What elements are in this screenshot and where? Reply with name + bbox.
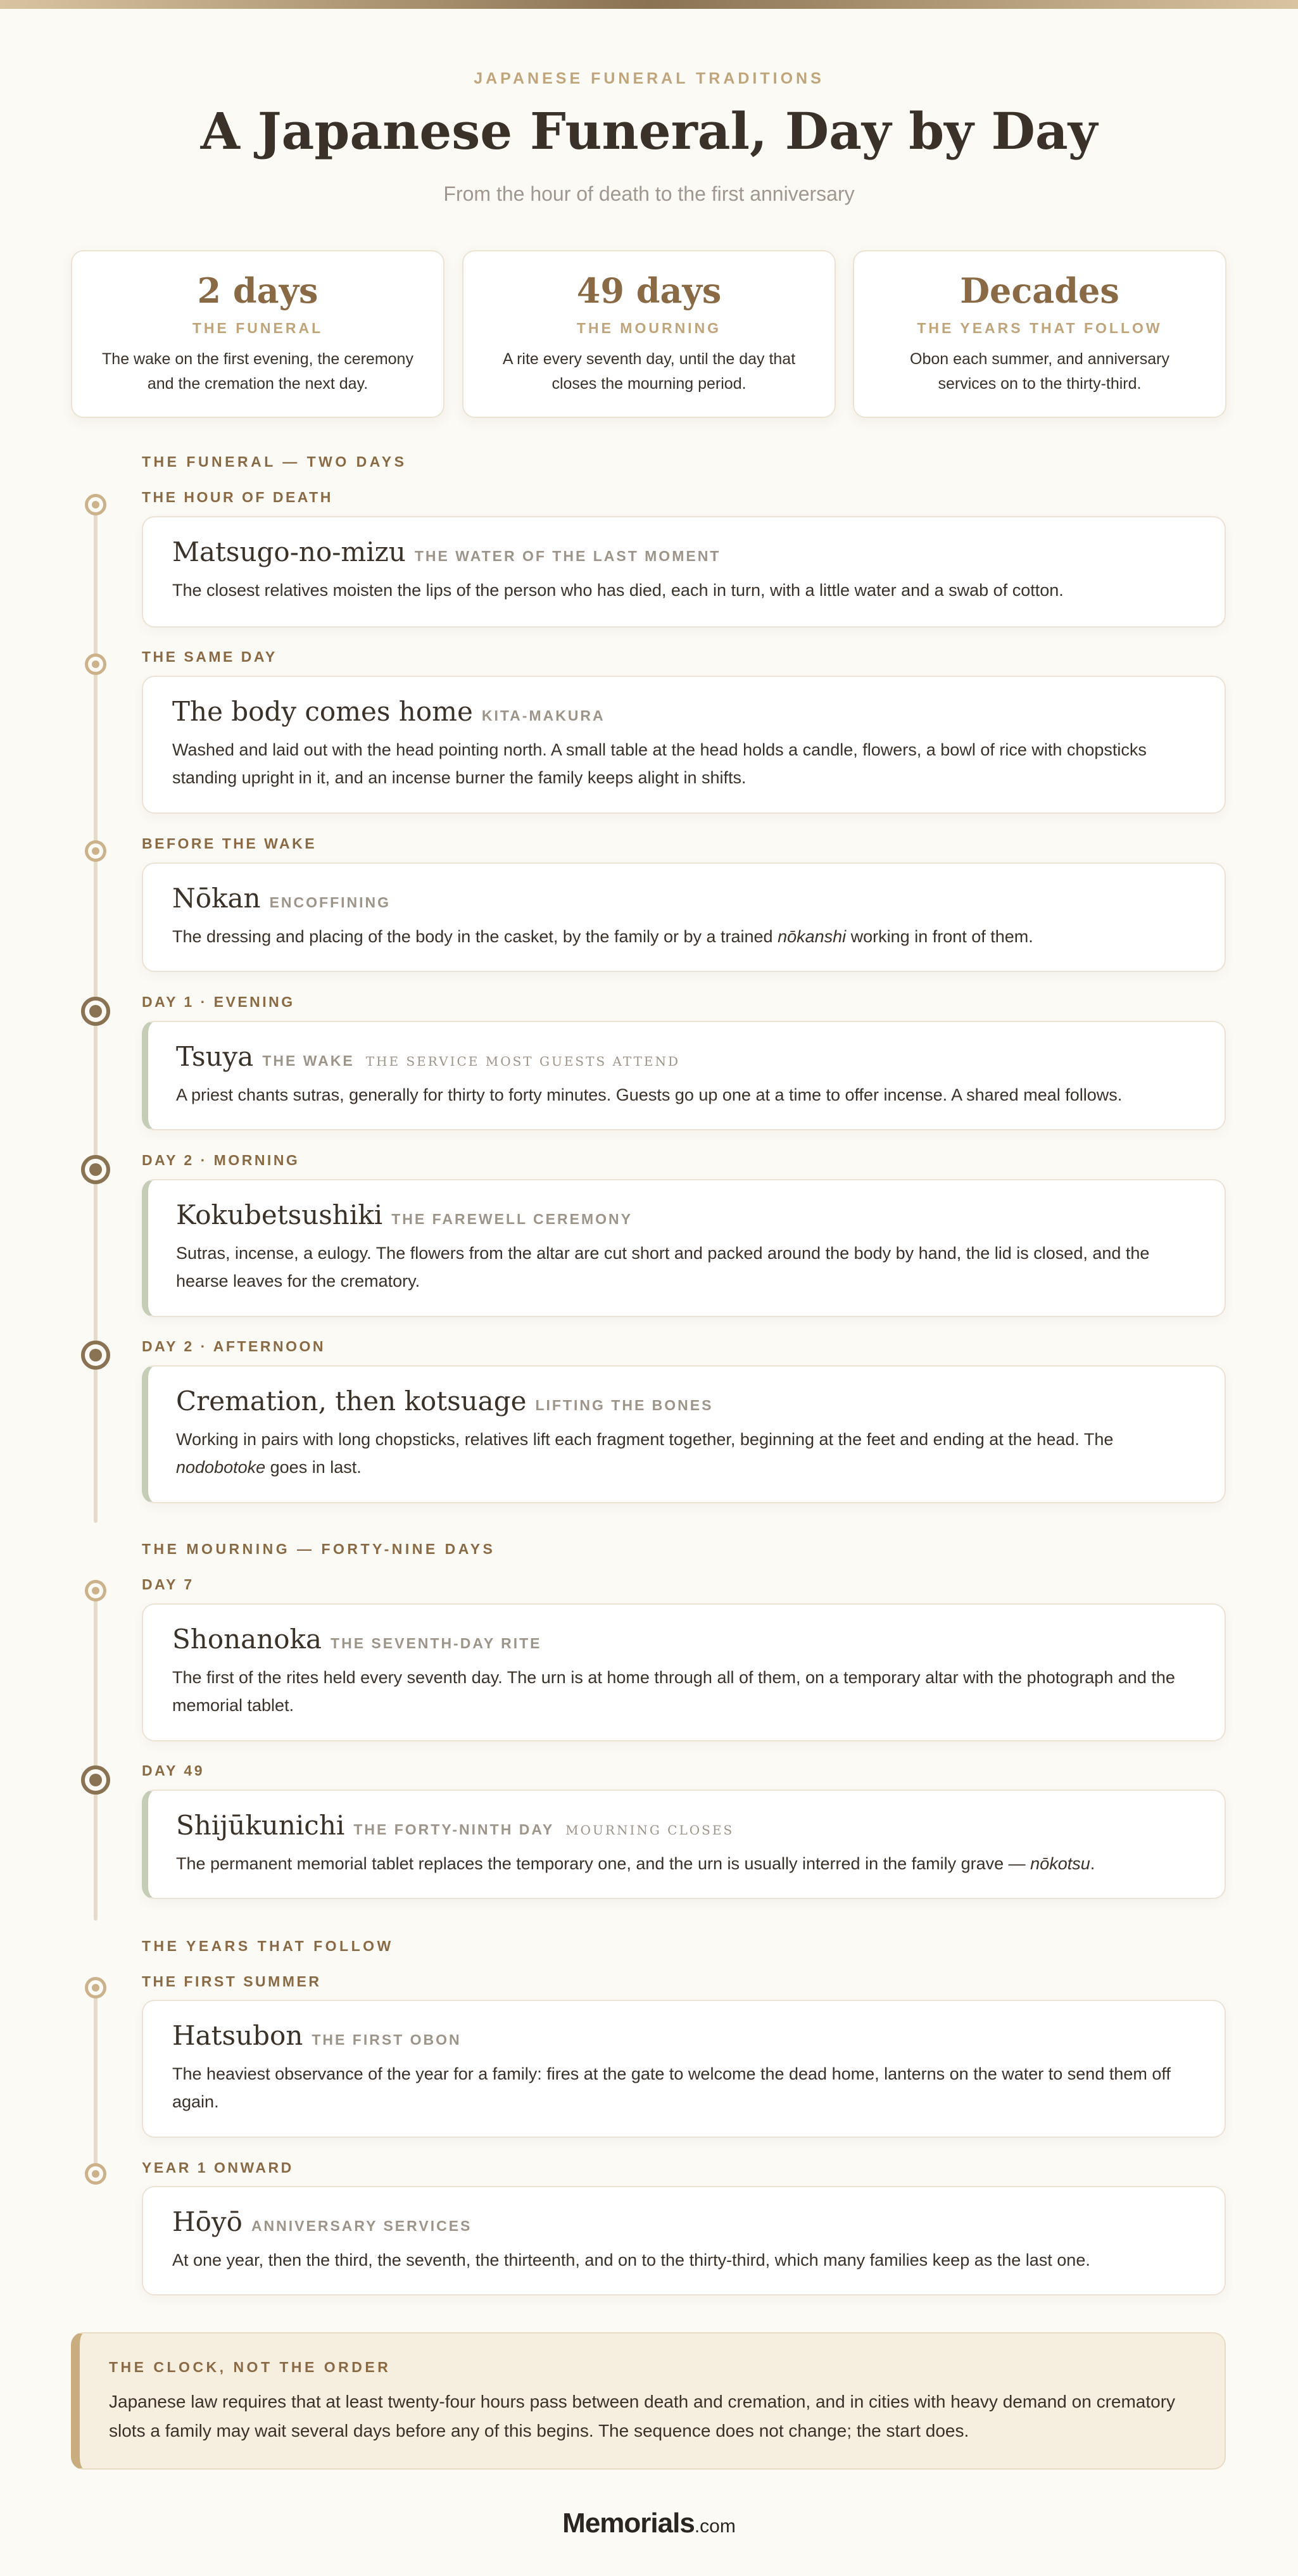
step-card-shonanoka — [142, 1603, 1226, 1741]
step-name: Matsugo-no-mizu — [172, 536, 406, 567]
stat-value: 2 days — [197, 270, 318, 311]
step-note: THE SERVICE MOST GUESTS ATTEND — [365, 1054, 681, 1069]
step-time-label: THE HOUR OF DEATH — [142, 489, 333, 505]
step-time-label: YEAR 1 ONWARD — [142, 2159, 294, 2176]
step-card-shijukunichi — [142, 1790, 1226, 1899]
step-body — [176, 1850, 1197, 1878]
step-body: The heaviest observance of the year for a family: fires at the gate to welcome the dead home, lanterns on the water to send them off again. — [172, 2064, 1171, 2111]
step-subtitle: THE FAREWELL CEREMONY — [391, 1211, 633, 1227]
timeline-dot — [85, 2163, 106, 2185]
logo-suffix: .com — [694, 2516, 736, 2537]
step-time-label: DAY 49 — [142, 1762, 205, 1779]
page-title: A Japanese Funeral, Day by Day — [200, 101, 1098, 161]
timeline-line-years — [94, 1988, 98, 2178]
step-name: Shijūkunichi — [176, 1810, 345, 1841]
timeline-dot-major — [81, 1155, 110, 1184]
step-name: Hōyō — [172, 2206, 243, 2237]
step-note: MOURNING CLOSES — [565, 1822, 734, 1838]
step-subtitle: ENCOFFINING — [269, 894, 391, 911]
step-time-label: DAY 7 — [142, 1576, 194, 1593]
step-time-label: THE FIRST SUMMER — [142, 1973, 322, 1990]
step-subtitle: ANNIVERSARY SERVICES — [251, 2218, 472, 2234]
timeline-line-mourning — [94, 1591, 98, 1921]
callout-body: Japanese law requires that at least twenty-four hours pass between death and cremation, and in cities with heavy demand on crematory slots a family may wait several days before any of this begins. The sequence does not change; the start does. — [109, 2392, 1176, 2440]
stat-card-funeral — [71, 250, 444, 418]
step-body: Sutras, incense, a eulogy. The flowers from the altar are cut short and packed around the body by hand, the lid is closed, and the hearse leaves for the crematory. — [176, 1244, 1150, 1291]
step-subtitle: THE SEVENTH-DAY RITE — [331, 1635, 542, 1651]
callout-title: THE CLOCK, NOT THE ORDER — [109, 2359, 391, 2375]
step-body: A priest chants sutras, generally for thirty to forty minutes. Guests go up one at a time to offer incense. A shared meal follows. — [176, 1085, 1123, 1104]
stat-label: THE MOURNING — [576, 320, 722, 336]
step-card-matsugo-no-mizu — [142, 516, 1226, 628]
step-body — [172, 923, 1197, 950]
stat-value: Decades — [960, 270, 1119, 311]
step-body-term: nodobotoke — [176, 1458, 266, 1477]
timeline-dot — [85, 494, 106, 515]
step-subtitle: THE FIRST OBON — [312, 2031, 462, 2048]
step-body-text: Working in pairs with long chopsticks, relatives lift each fragment together, beginning at the feet and ending at the head. The — [176, 1430, 1114, 1449]
timeline-dot-major — [81, 1765, 110, 1795]
section-heading-mourning: THE MOURNING — FORTY-NINE DAYS — [142, 1541, 496, 1557]
section-heading-years: THE YEARS THAT FOLLOW — [142, 1938, 394, 1954]
stat-label: THE FUNERAL — [192, 320, 324, 336]
step-card-hatsubon — [142, 2000, 1226, 2138]
step-body-text: goes in last. — [265, 1458, 362, 1477]
step-card-kotsuage — [142, 1365, 1226, 1503]
step-time-label: BEFORE THE WAKE — [142, 835, 317, 852]
step-body-text: . — [1090, 1854, 1095, 1873]
step-card-hoyo — [142, 2186, 1226, 2295]
step-name: Shonanoka — [172, 1624, 322, 1655]
step-name: Kokubetsushiki — [176, 1199, 383, 1230]
step-card-tsuya — [142, 1021, 1226, 1130]
timeline-dot — [85, 1580, 106, 1601]
step-body: Washed and laid out with the head pointing north. A small table at the head holds a candle, flowers, a bowl of rice with chopsticks standing upright in it, and an incense burner the family keeps alight in shifts. — [172, 740, 1147, 787]
timeline-dot — [85, 1977, 106, 1998]
step-card-body-comes-home — [142, 676, 1226, 814]
step-body: At one year, then the third, the seventh, the thirteenth, and on to the thirty-third, which many families keep as the last one. — [172, 2251, 1090, 2270]
stat-description: The wake on the first evening, the ceremony and the cremation the next day. — [102, 350, 413, 393]
page-eyebrow: JAPANESE FUNERAL TRADITIONS — [474, 70, 824, 87]
step-name: The body comes home — [172, 696, 473, 727]
step-body-text: The dressing and placing of the body in the casket, by the family or by a trained — [172, 927, 778, 946]
timeline-dot-major — [81, 1341, 110, 1370]
timeline-dot-major — [81, 997, 110, 1026]
stat-description: Obon each summer, and anniversary services on to the thirty-third. — [910, 350, 1169, 393]
stat-description: A rite every seventh day, until the day that closes the mourning period. — [502, 350, 796, 393]
page-subtitle: From the hour of death to the first anniversary — [443, 182, 855, 205]
top-accent-bar — [0, 0, 1298, 9]
step-name: Tsuya — [176, 1041, 254, 1072]
step-name: Cremation, then kotsuage — [176, 1386, 527, 1417]
step-subtitle: LIFTING THE BONES — [535, 1397, 714, 1413]
step-subtitle: THE WAKE — [262, 1052, 355, 1069]
step-body-term: nōkanshi — [778, 927, 847, 946]
step-body-text: working in front of them. — [846, 927, 1033, 946]
memorials-logo[interactable] — [0, 2508, 1298, 2539]
timeline-dot — [85, 840, 106, 862]
section-heading-funeral: THE FUNERAL — TWO DAYS — [142, 453, 407, 470]
step-body: The closest relatives moisten the lips of the person who has died, each in turn, with a little water and a swab of cotton. — [172, 581, 1064, 600]
stat-card-mourning — [462, 250, 836, 418]
step-time-label: DAY 2 · AFTERNOON — [142, 1338, 325, 1354]
step-time-label: DAY 2 · MORNING — [142, 1152, 300, 1168]
callout-clock-not-order — [71, 2332, 1226, 2470]
step-name: Hatsubon — [172, 2020, 303, 2051]
step-subtitle: THE FORTY-NINTH DAY — [353, 1821, 555, 1838]
timeline-dot — [85, 653, 106, 675]
logo-brand: Memorials — [562, 2508, 695, 2539]
step-subtitle: THE WATER OF THE LAST MOMENT — [414, 548, 721, 564]
step-body-text: The permanent memorial tablet replaces the temporary one, and the urn is usually interred in the family grave — — [176, 1854, 1031, 1873]
stat-card-years — [853, 250, 1226, 418]
stat-label: THE YEARS THAT FOLLOW — [917, 320, 1163, 336]
step-body — [176, 1425, 1197, 1481]
step-subtitle: KITA-MAKURA — [481, 707, 605, 724]
step-time-label: DAY 1 · EVENING — [142, 994, 295, 1010]
step-body: The first of the rites held every seventh day. The urn is at home through all of them, on a temporary altar with the photograph and the memorial tablet. — [172, 1668, 1175, 1715]
step-body-term: nōkotsu — [1030, 1854, 1090, 1873]
step-card-nokan — [142, 862, 1226, 972]
step-card-kokubetsushiki — [142, 1179, 1226, 1317]
stat-value: 49 days — [576, 270, 722, 311]
step-name: Nōkan — [172, 883, 261, 914]
step-time-label: THE SAME DAY — [142, 648, 277, 665]
